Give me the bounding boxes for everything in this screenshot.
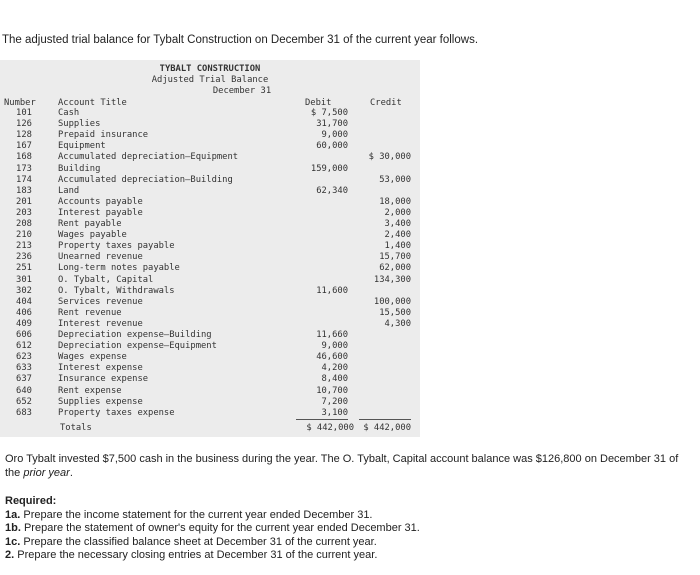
intro-text: The adjusted trial balance for Tybalt Construction on December 31 of the current year follows.: [2, 34, 479, 46]
account-number: 173: [16, 163, 32, 174]
account-number: 404: [16, 296, 32, 307]
credit-amount: 1,400: [384, 241, 411, 252]
account-number: 623: [16, 352, 32, 363]
account-title: Services revenue: [58, 296, 143, 307]
account-number: 168: [16, 152, 32, 163]
trial-balance-row: [0, 297, 420, 308]
trial-balance-row: [0, 374, 420, 385]
debit-amount: 31,700: [316, 119, 348, 130]
account-number: 236: [16, 252, 32, 263]
trial-balance-row: [0, 141, 420, 152]
required-text: Prepare the statement of owner's equity for the current year ended December 31.: [23, 522, 420, 534]
required-text: Prepare the classified balance sheet at December 31 of the current year.: [23, 535, 377, 548]
account-title: O. Tybalt, Capital: [58, 274, 154, 285]
account-title: Insurance expense: [58, 374, 149, 385]
account-number: 213: [16, 241, 32, 252]
trial-balance-row: [0, 275, 420, 286]
trial-balance-row: [0, 330, 420, 341]
account-title: Equipment: [58, 141, 106, 152]
account-title: Interest expense: [58, 363, 143, 374]
trial-balance-row: [0, 108, 420, 119]
account-number: 203: [16, 207, 32, 218]
credit-amount: 62,000: [379, 263, 411, 274]
account-title: Long-term notes payable: [58, 263, 180, 274]
account-title: Cash: [58, 108, 80, 118]
account-title: Supplies: [58, 119, 101, 130]
account-number: 406: [16, 307, 32, 318]
trial-balance-row: [0, 186, 420, 197]
report-date: December 31: [212, 86, 272, 96]
credit-amount: 2,000: [384, 207, 411, 218]
account-title: Unearned revenue: [58, 252, 143, 263]
account-title: Prepaid insurance: [58, 130, 149, 141]
account-number: 612: [16, 341, 32, 352]
credit-amount: 4,300: [384, 318, 411, 329]
trial-balance-row: [0, 286, 420, 297]
account-number: 251: [16, 263, 32, 274]
note-text: Oro Tybalt invested $7,500 cash in the business during the year. The O. Tybalt, Capital account balance was $126,800 on December 31 of the: [5, 453, 679, 479]
account-number: 301: [16, 274, 32, 285]
account-number: 128: [16, 130, 32, 141]
totals-label: Totals: [60, 423, 92, 433]
account-number: 167: [16, 141, 32, 152]
trial-balance-row: [0, 397, 420, 408]
account-title: Accumulated depreciation—Building: [58, 174, 233, 185]
debit-amount: 10,700: [316, 385, 348, 396]
trial-balance-row: [0, 164, 420, 175]
trial-balance-row: [0, 308, 420, 319]
required-tag: 1a.: [5, 508, 21, 521]
debit-total-rule: [296, 419, 348, 420]
credit-amount: 15,500: [379, 307, 411, 318]
account-title: Property taxes expense: [58, 407, 175, 418]
credit-amount: 134,300: [373, 274, 411, 285]
trial-balance-row: [0, 319, 420, 330]
credit-amount: 3,400: [384, 219, 411, 229]
account-title: Building: [58, 163, 101, 174]
trial-balance-row: [0, 208, 420, 219]
trial-balance-row: [0, 386, 420, 397]
account-number: 633: [16, 363, 32, 374]
account-title: Supplies expense: [58, 396, 143, 407]
totals-credit: $ 442,000: [363, 423, 411, 433]
debit-amount: 7,200: [321, 396, 348, 407]
trial-balance-row: [0, 130, 420, 141]
account-title: Accounts payable: [58, 196, 143, 207]
required-text: Prepare the necessary closing entries at December 31 of the current year.: [17, 549, 378, 561]
debit-amount: 46,600: [316, 352, 348, 363]
col-credit: Credit: [370, 98, 402, 108]
required-tag: 1b.: [5, 522, 21, 534]
trial-balance-row: [0, 263, 420, 274]
debit-amount: 62,340: [316, 185, 348, 196]
note-italic: prior year: [23, 466, 70, 479]
account-title: Interest payable: [58, 207, 143, 218]
required-text: Prepare the income statement for the current year ended December 31.: [23, 508, 373, 521]
account-title: Wages payable: [58, 230, 127, 241]
account-title: Wages expense: [58, 352, 127, 363]
credit-amount: 100,000: [373, 296, 411, 307]
trial-balance-row: [0, 197, 420, 208]
trial-balance-row: [0, 241, 420, 252]
debit-amount: 3,100: [321, 407, 348, 418]
required-section: [5, 495, 695, 563]
required-item: [5, 536, 695, 550]
account-title: Rent expense: [58, 385, 122, 396]
required-tag: 2.: [5, 549, 15, 561]
account-title: Property taxes payable: [58, 241, 175, 252]
credit-amount: $ 30,000: [368, 152, 411, 163]
account-number: 683: [16, 407, 32, 418]
account-number: 637: [16, 374, 32, 385]
debit-amount: 9,000: [321, 130, 348, 141]
required-item: [5, 522, 695, 536]
trial-balance-row: [0, 408, 420, 419]
trial-balance-row: [0, 363, 420, 374]
debit-amount: 11,600: [316, 285, 348, 296]
account-number: 210: [16, 230, 32, 241]
account-number: 183: [16, 185, 32, 196]
debit-amount: 11,660: [316, 330, 348, 340]
trial-balance-row: [0, 230, 420, 241]
note-end: .: [69, 466, 73, 479]
account-number: 409: [16, 318, 32, 329]
trial-balance-row: [0, 152, 420, 163]
account-number: 640: [16, 385, 32, 396]
debit-amount: 60,000: [316, 141, 348, 152]
trial-balance-row: [0, 252, 420, 263]
required-heading: Required:: [5, 495, 57, 507]
account-title: Depreciation expense—Equipment: [58, 341, 217, 352]
debit-amount: 9,000: [321, 341, 348, 352]
account-number: 302: [16, 285, 32, 296]
trial-balance-row: [0, 219, 420, 230]
account-number: 126: [16, 119, 32, 130]
account-number: 201: [16, 196, 32, 207]
account-number: 101: [16, 108, 32, 118]
credit-amount: 15,700: [379, 252, 411, 263]
account-title: Rent payable: [58, 219, 122, 229]
company-name: TYBALT CONSTRUCTION: [159, 64, 261, 74]
totals-debit: $ 442,000: [306, 423, 354, 433]
trial-balance-image: [0, 60, 420, 437]
account-title: Depreciation expense—Building: [58, 330, 212, 340]
account-number: 208: [16, 219, 32, 229]
report-name: Adjusted Trial Balance: [151, 75, 269, 85]
debit-amount: $ 7,500: [310, 108, 348, 118]
account-title: Land: [58, 185, 80, 196]
trial-balance-row: [0, 119, 420, 130]
required-item: [5, 509, 695, 523]
credit-total-rule: [359, 419, 411, 420]
account-title: Rent revenue: [58, 307, 122, 318]
account-number: 652: [16, 396, 32, 407]
note-paragraph: [5, 453, 695, 480]
trial-balance-row: [0, 175, 420, 186]
totals-row: [0, 423, 420, 434]
debit-amount: 4,200: [321, 363, 348, 374]
debit-amount: 8,400: [321, 374, 348, 385]
account-number: 174: [16, 174, 32, 185]
col-debit: Debit: [305, 98, 332, 108]
account-title: O. Tybalt, Withdrawals: [58, 285, 175, 296]
col-number: Number: [4, 98, 36, 108]
account-number: 606: [16, 330, 32, 340]
credit-amount: 18,000: [379, 196, 411, 207]
required-tag: 1c.: [5, 535, 21, 548]
trial-balance-row: [0, 341, 420, 352]
credit-amount: 53,000: [379, 174, 411, 185]
required-item: [5, 549, 695, 563]
debit-amount: 159,000: [310, 163, 348, 174]
trial-balance-header: [0, 64, 420, 97]
trial-balance-row: [0, 352, 420, 363]
account-title: Interest revenue: [58, 318, 143, 329]
col-title: Account Title: [58, 98, 127, 108]
account-title: Accumulated depreciation—Equipment: [58, 152, 239, 163]
credit-amount: 2,400: [384, 230, 411, 241]
